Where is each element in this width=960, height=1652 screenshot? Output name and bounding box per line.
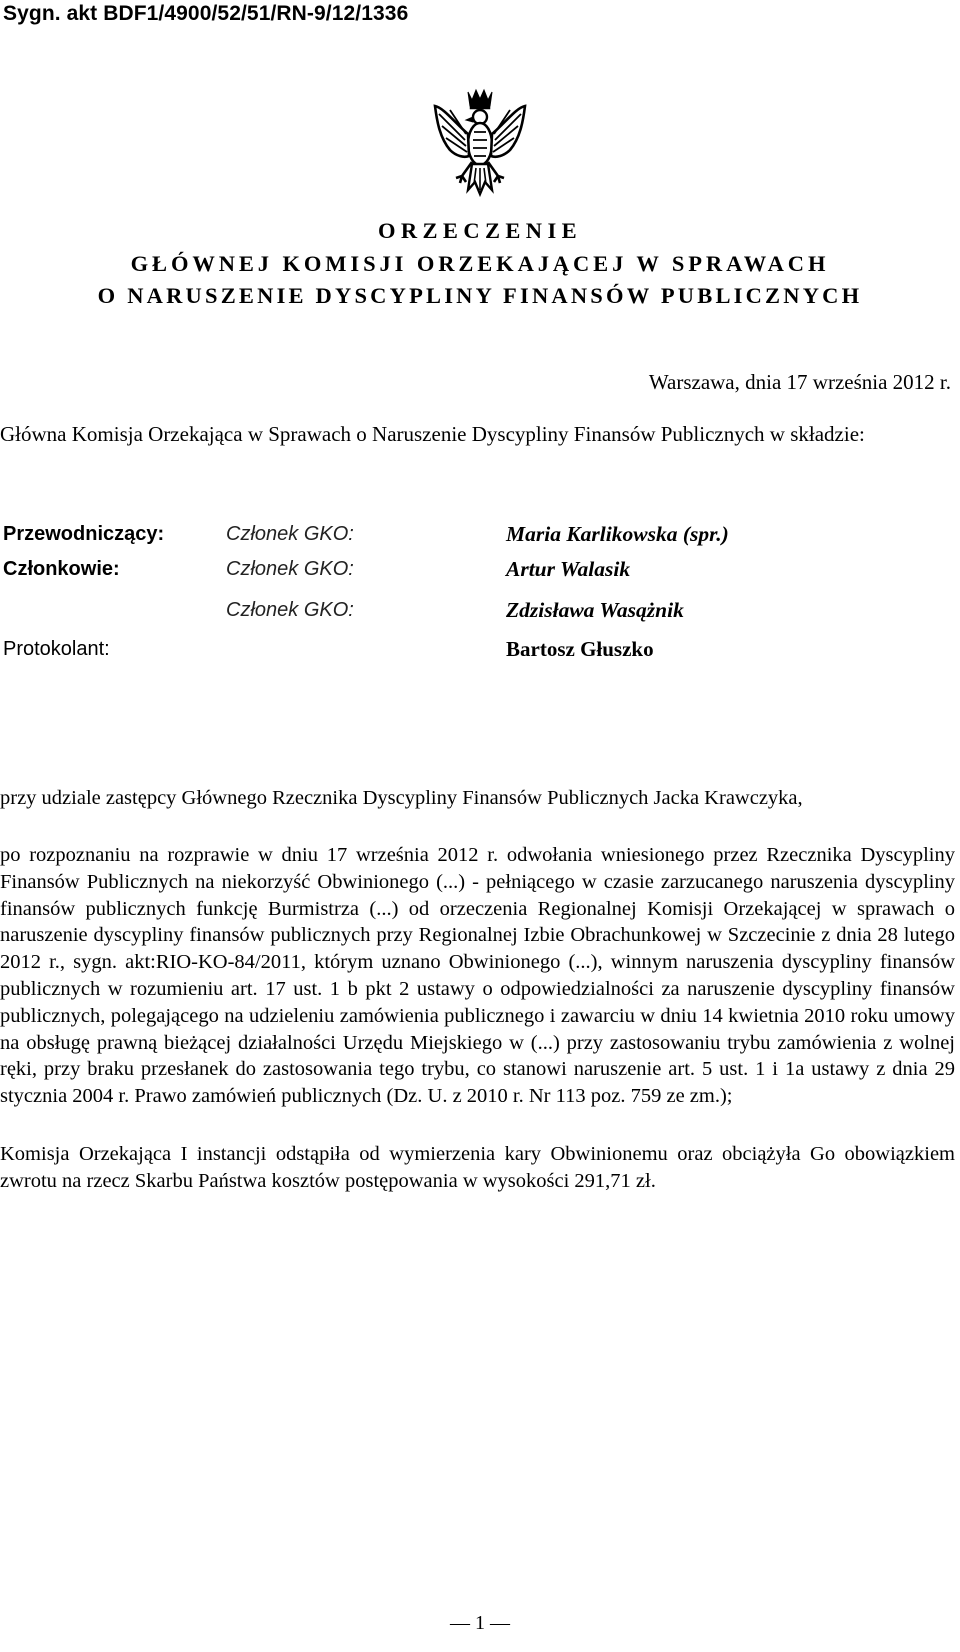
name-chairman: Maria Karlikowska (spr.)	[506, 522, 729, 546]
name-member-1: Artur Walasik	[506, 557, 631, 581]
role-members: Członkowie:	[3, 558, 120, 580]
place-and-date: Warszawa, dnia 17 września 2012 r.	[648, 370, 951, 394]
position-member-1: Członek GKO:	[226, 558, 354, 580]
document-title: ORZECZENIE	[377, 218, 583, 243]
name-member-2: Zdzisława Wasążnik	[506, 598, 684, 622]
case-number: Sygn. akt BDF1/4900/52/51/RN-9/12/1336	[3, 2, 409, 25]
position-chairman: Członek GKO:	[226, 523, 354, 545]
document-subtitle-line-1: GŁÓWNEJ KOMISJI ORZEKAJĄCEJ W SPRAWACH	[130, 251, 830, 276]
paragraph-case-description: po rozpoznaniu na rozprawie w dniu 17 września 2012 r. odwołania wniesionego przez Rzecznika Dyscypliny Finansów Publicznych na niekorzyść Obwinionego (...) - pełniącego w czasie zarzucanego naruszenia dyscypliny finansów publicznych funkcję Burmistrza (...) od orzeczenia Regionalnej Komisji Orzekającej w sprawach o naruszenie dyscypliny finansów publicznych przy Regionalnej Izbie Obrachunkowej w Szczecinie z dnia 28 lutego 2012 r., sygn. akt:RIO-KO-84/2011, którym uznano Obwinionego (...), winnym naruszenia dyscypliny finansów publicznych w rozumieniu art. 17 ust. 1 b pkt 2 ustawy o odpowiedzialności za naruszenie dyscypliny finansów publicznych, polegającego na udzieleniu zamówienia publicznego i zawarciu w dniu 14 kwietnia 2010 roku umowy na obsługę prawną bieżącej działalności Urzędu Miejskiego w (...) przy zastosowaniu trybu zamówienia z wolnej ręki, przy braku przesłanek do zastosowania tego trybu, co stanowi naruszenie art. 5 ust. 1 i 1a ustawy z dnia 29 stycznia 2004 r. Prawo zamówień publicznych (Dz. U. z 2010 r. Nr 113 poz. 759 ze zm.);	[0, 844, 955, 1108]
name-clerk: Bartosz Głuszko	[506, 637, 654, 661]
paragraph-participation: przy udziale zastępcy Głównego Rzecznika Dyscypliny Finansów Publicznych Jacka Krawczyka,	[0, 787, 803, 809]
paragraph-first-instance-ruling: Komisja Orzekająca I instancji odstąpiła od wymierzenia kary Obwinionemu oraz obciążyła Go obowiązkiem zwrotu na rzecz Skarbu Państwa kosztów postępowania w wysokości 291,71 zł.	[0, 1143, 955, 1192]
role-chairman: Przewodniczący:	[3, 523, 165, 545]
position-member-2: Członek GKO:	[226, 599, 354, 621]
intro-text: Główna Komisja Orzekająca w Sprawach o Naruszenie Dyscypliny Finansów Publicznych w składzie:	[0, 422, 865, 446]
role-clerk: Protokolant:	[3, 638, 110, 660]
polish-eagle-emblem-icon	[430, 86, 530, 198]
page-number: — 1 —	[450, 1612, 510, 1634]
document-subtitle-line-2: O NARUSZENIE DYSCYPLINY FINANSÓW PUBLICZNYCH	[97, 283, 863, 308]
